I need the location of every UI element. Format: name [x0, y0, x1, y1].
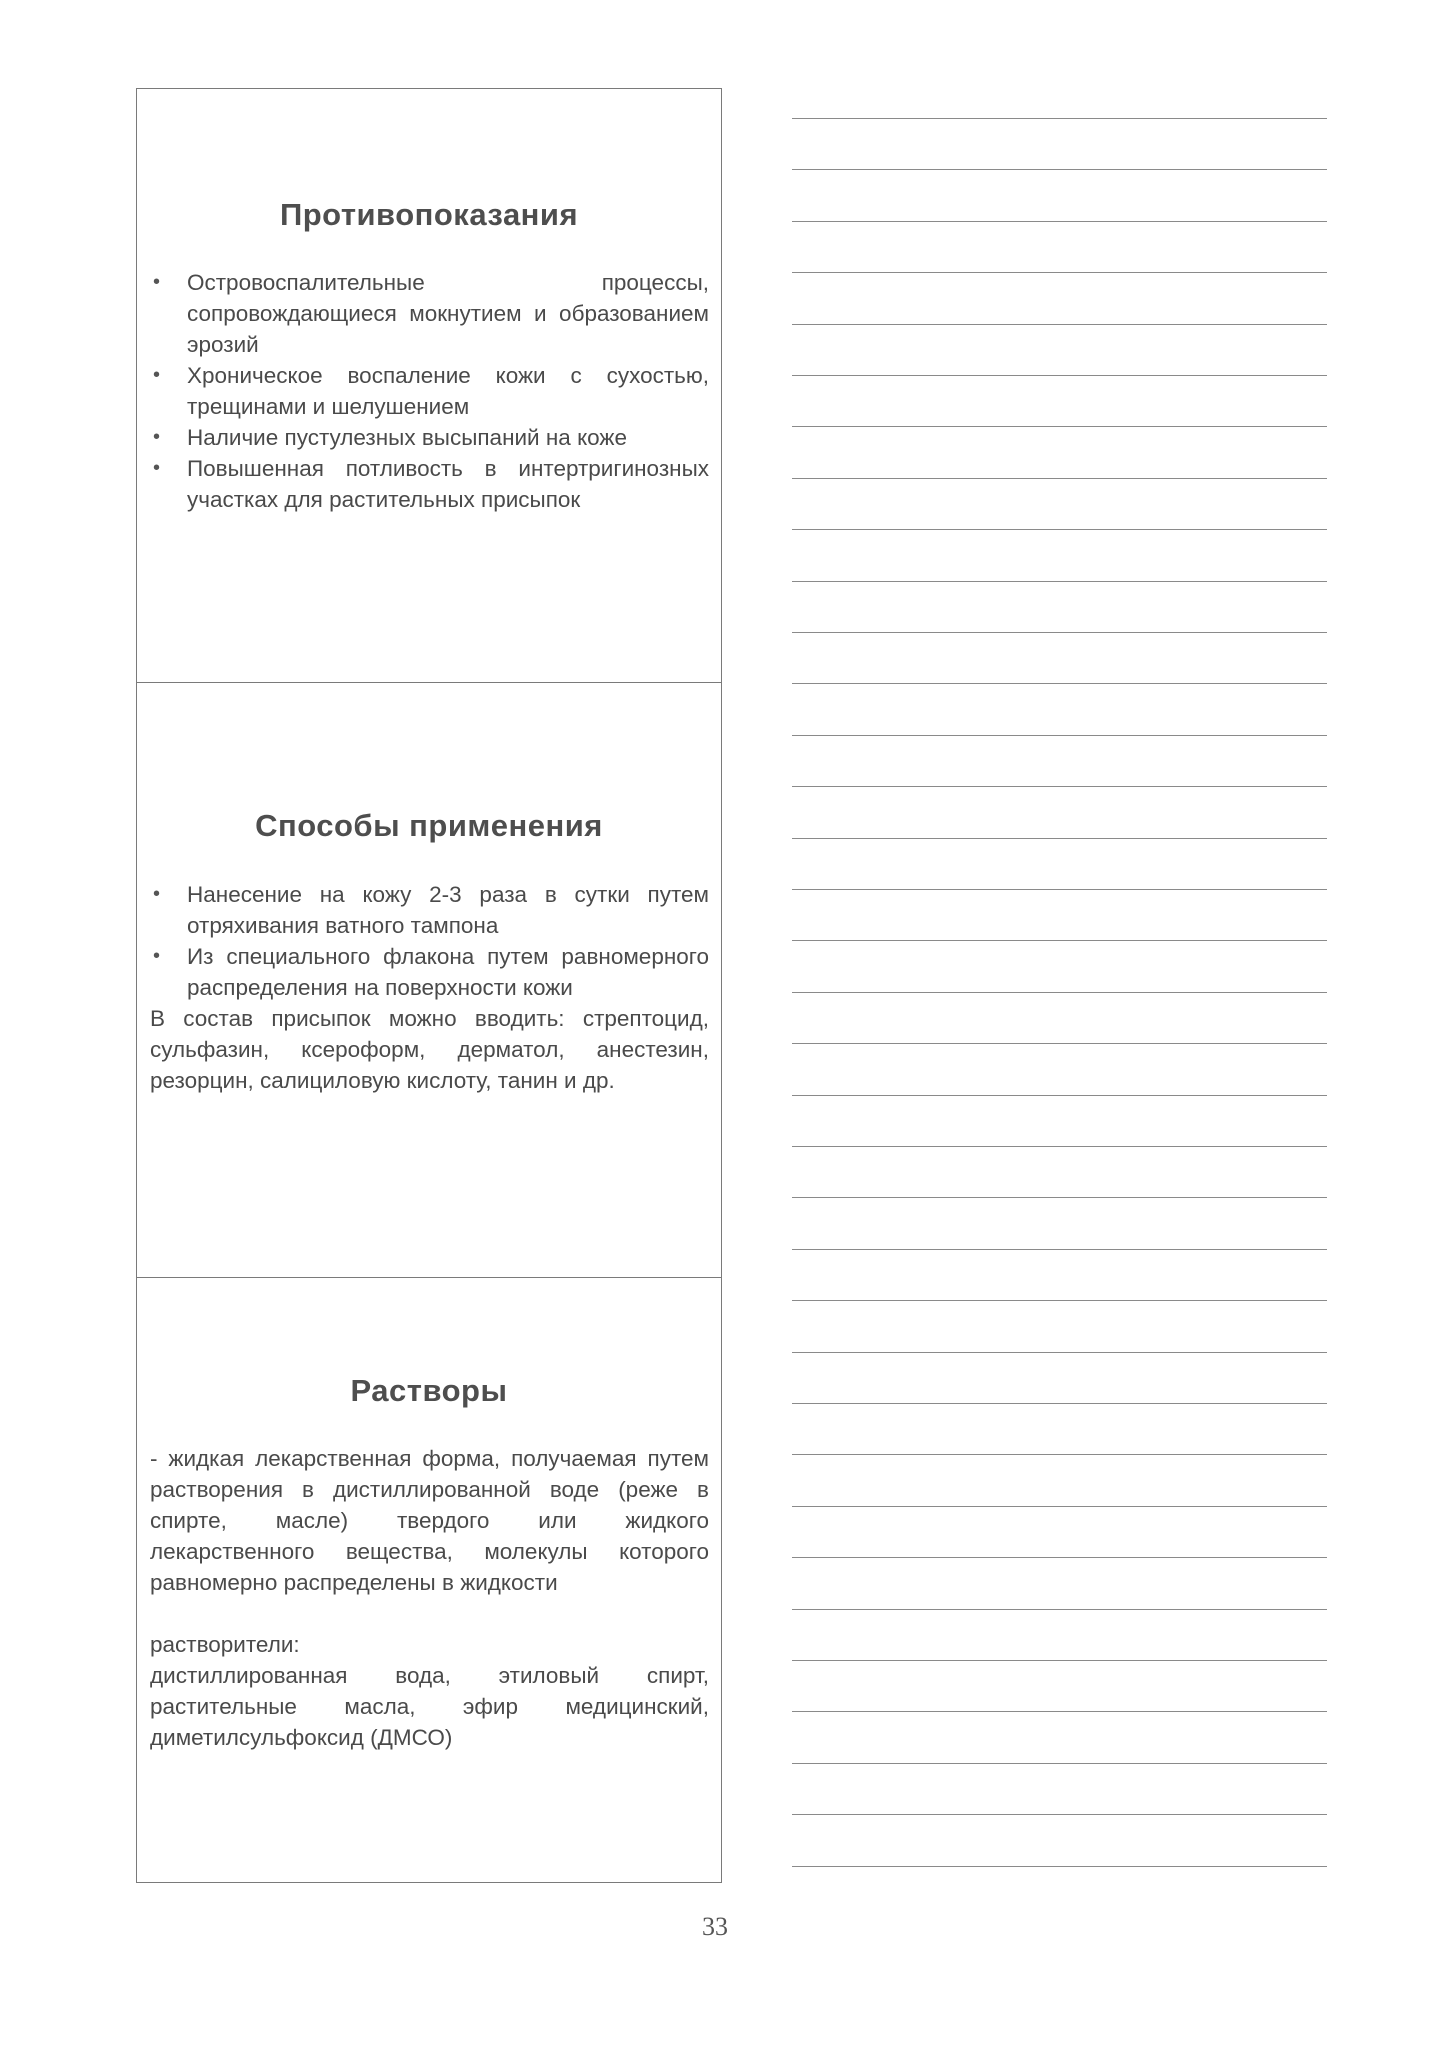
- ruled-line: [792, 1095, 1327, 1096]
- list-item: • Хроническое воспаление кожи с сухостью, трещинами и шелушением: [150, 360, 709, 422]
- section-body: [150, 267, 709, 515]
- solutions-section: [137, 1278, 721, 1884]
- ruled-line: [792, 324, 1327, 325]
- list-item: • Наличие пустулезных высыпаний на коже: [150, 422, 709, 453]
- ruled-line: [792, 272, 1327, 273]
- list-item: • Из специального флакона путем равномерного распределения на поверхности кожи: [150, 941, 709, 1003]
- ruled-line: [792, 1043, 1327, 1044]
- ruled-line: [792, 940, 1327, 941]
- content-column: [136, 88, 722, 1883]
- ruled-line: [792, 1197, 1327, 1198]
- ruled-line: [792, 426, 1327, 427]
- section-body: [150, 1443, 709, 1753]
- ruled-line: [792, 1146, 1327, 1147]
- solvents-label: растворители:: [150, 1632, 300, 1657]
- section-body: [150, 879, 709, 1096]
- bullet-icon: •: [153, 364, 161, 386]
- page-number: 33: [702, 1912, 728, 1941]
- section-title: Способы применения: [255, 808, 603, 843]
- application-methods-section: [137, 683, 721, 1278]
- ruled-line: [792, 118, 1327, 119]
- ruled-line: [792, 1660, 1327, 1661]
- ruled-line: [792, 889, 1327, 890]
- ruled-line: [792, 1403, 1327, 1404]
- list-item: • Повышенная потливость в интертригинозных участках для растительных присыпок: [150, 453, 709, 515]
- bullet-list: [150, 879, 709, 1003]
- section-title: Противопоказания: [279, 197, 579, 232]
- bullet-icon: •: [153, 457, 161, 479]
- ruled-line: [792, 786, 1327, 787]
- ruled-line: [792, 1557, 1327, 1558]
- bullet-icon: •: [153, 883, 161, 905]
- contraindications-section: [137, 89, 721, 683]
- bullet-icon: •: [153, 426, 161, 448]
- ruled-line: [792, 735, 1327, 736]
- ruled-line: [792, 992, 1327, 993]
- ruled-line: [792, 221, 1327, 222]
- ruled-line: [792, 1352, 1327, 1353]
- ruled-line: [792, 1763, 1327, 1764]
- ruled-line: [792, 683, 1327, 684]
- ruled-line: [792, 1454, 1327, 1455]
- ruled-line: [792, 1506, 1327, 1507]
- ruled-line: [792, 1609, 1327, 1610]
- notes-ruled-lines: [792, 0, 1327, 1900]
- definition-paragraph: - жидкая лекарственная форма, получаемая путем растворения в дистиллированной воде (реже в спирте, масле) твердого или жидкого лекарственного вещества, молекулы которого равномерно распределены в жидкости: [150, 1446, 709, 1595]
- ruled-line: [792, 1711, 1327, 1712]
- ruled-line: [792, 478, 1327, 479]
- ruled-line: [792, 632, 1327, 633]
- section-title: Растворы: [350, 1373, 508, 1408]
- ruled-line: [792, 1866, 1327, 1867]
- bullet-icon: •: [153, 945, 161, 967]
- ruled-line: [792, 1300, 1327, 1301]
- ruled-line: [792, 375, 1327, 376]
- ruled-line: [792, 1249, 1327, 1250]
- ruled-line: [792, 581, 1327, 582]
- ruled-line: [792, 838, 1327, 839]
- ruled-line: [792, 169, 1327, 170]
- list-item: • Нанесение на кожу 2-3 раза в сутки путем отряхивания ватного тампона: [150, 879, 709, 941]
- ruled-line: [792, 1814, 1327, 1815]
- bullet-icon: •: [153, 271, 161, 293]
- paragraph: В состав присыпок можно вводить: стрептоцид, сульфазин, ксероформ, дерматол, анестезин, резорцин, салициловую кислоту, танин и др.: [150, 1006, 709, 1093]
- bullet-list: [150, 267, 709, 515]
- list-item: • Островоспалительные процессы, сопровождающиеся мокнутием и образованием эрозий: [150, 267, 709, 360]
- ruled-line: [792, 529, 1327, 530]
- solvents-list: дистиллированная вода, этиловый спирт, растительные масла, эфир медицинский, диметилсульфоксид (ДМСО): [150, 1663, 709, 1750]
